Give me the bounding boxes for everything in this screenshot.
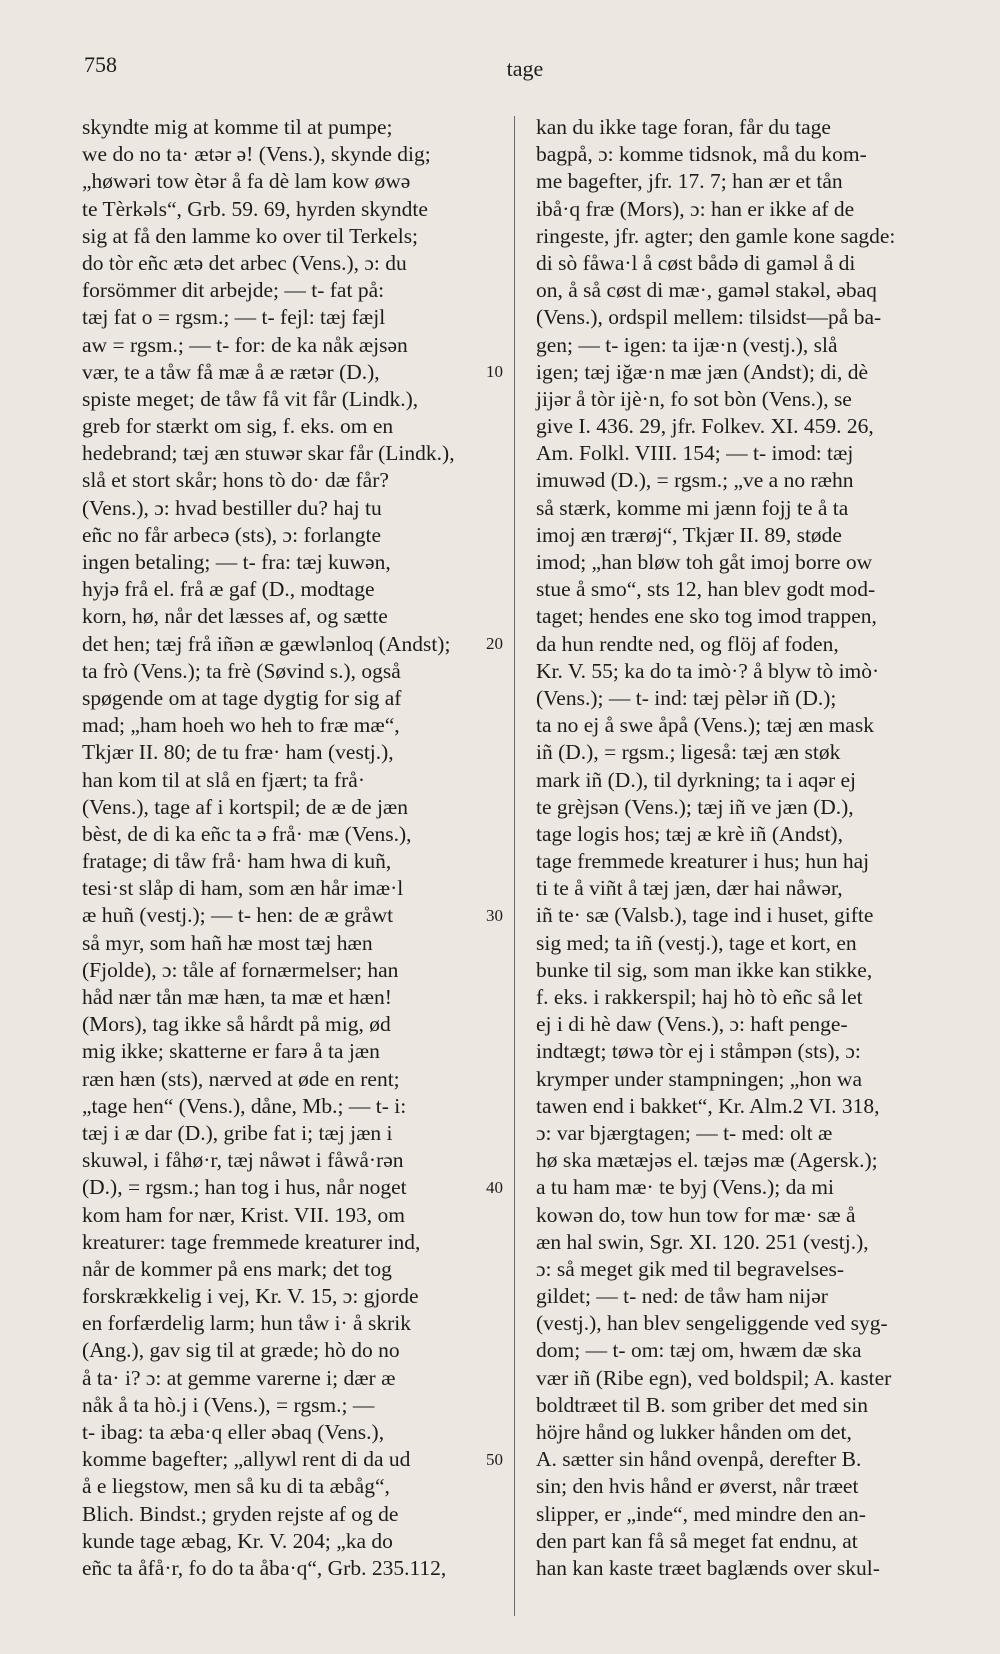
text-line: vær, te a tåw få mæ å æ rætər (D.), bbox=[82, 359, 380, 384]
text-line: Blich. Bindst.; gryden rejste af og de bbox=[82, 1501, 399, 1526]
text-line: ta no ej å swe åpå (Vens.); tæj æn mask bbox=[536, 713, 874, 738]
text-line: indtægt; tøwə tòr ej i ståmpən (sts), ɔ: bbox=[536, 1039, 861, 1064]
text-line: forskrækkelig i vej, Kr. V. 15, ɔ: gjorde bbox=[82, 1284, 419, 1309]
text-line: hyjə frå el. frå æ gaf (D., modtage bbox=[82, 577, 375, 602]
column-divider bbox=[514, 116, 515, 1616]
text-line: ɔ: så meget gik med til begravelses- bbox=[536, 1256, 845, 1281]
text-line: komme bagefter; „allywl rent di da ud bbox=[82, 1447, 411, 1472]
text-line: ɔ: var bjærgtagen; — t- med: olt æ bbox=[536, 1120, 833, 1145]
text-line: æn hal swin, Sgr. XI. 120. 251 (vestj.), bbox=[536, 1229, 869, 1254]
text-line: me bagefter, jfr. 17. 7; han ær et tån bbox=[536, 169, 843, 194]
text-line: gildet; — t- ned: de tåw ham nijər bbox=[536, 1284, 828, 1309]
text-line: mig ikke; skatterne er farə å ta jæn bbox=[82, 1039, 380, 1064]
text-line: stue å smo“, sts 12, han blev godt mod- bbox=[536, 577, 876, 602]
text-line: t- ibag: ta æba·q eller əbaq (Vens.), bbox=[82, 1420, 385, 1444]
text-line: tesi·st slåp di ham, som æn hår imæ·l bbox=[82, 876, 404, 901]
text-line: bunke til sig, som man ikke kan stikke, bbox=[536, 957, 873, 982]
text-line: æ huñ (vestj.); — t- hen: de æ gråwt bbox=[82, 903, 394, 928]
text-line: ta frò (Vens.); ta frè (Søvind s.), også bbox=[82, 658, 401, 683]
text-line: bagpå, ɔ: komme tidsnok, må du kom- bbox=[536, 142, 867, 167]
text-line: imuwəd (D.), = rgsm.; „ve a no ræhn bbox=[536, 468, 854, 493]
text-line: imod; „han bløw toh gåt imoj borre ow bbox=[536, 550, 873, 574]
text-line: (Ang.), gav sig til at græde; hò do no bbox=[82, 1338, 400, 1363]
text-line: eñc no får arbecə (sts), ɔ: forlangte bbox=[82, 522, 382, 547]
text-line: så myr, som hañ hæ most tæj hæn bbox=[82, 930, 373, 955]
text-line: kunde tage æbag, Kr. V. 204; „ka do bbox=[82, 1528, 393, 1553]
text-line: a tu ham mæ· te byj (Vens.); da mi bbox=[536, 1175, 834, 1200]
text-line: spøgende om at tage dygtig for sig af bbox=[82, 685, 402, 710]
text-line: (D.), = rgsm.; han tog i hus, når noget bbox=[82, 1175, 407, 1200]
text-line: bèst, de di ka eñc ta ə frå· mæ (Vens.), bbox=[82, 821, 412, 846]
text-line: jijər å tòr ijè·n, fo sot bòn (Vens.), se bbox=[536, 386, 852, 411]
text-line: hedebrand; tæj æn stuwər skar får (Lindk.), bbox=[82, 441, 455, 466]
text-line: ringeste, jfr. agter; den gamle kone sagde: bbox=[536, 223, 896, 248]
text-line: tæj i æ dar (D.), gribe fat i; tæj jæn i bbox=[82, 1120, 393, 1145]
text-line: (Vens.), ɔ: hvad bestiller du? haj tu bbox=[82, 495, 382, 520]
text-line: give I. 436. 29, jfr. Folkev. XI. 459. 26, bbox=[536, 414, 874, 439]
text-line: imoj æn trærøj“, Tkjær II. 89, støde bbox=[536, 522, 842, 547]
text-line: iñ te· sæ (Valsb.), tage ind i huset, gifte bbox=[536, 903, 874, 928]
text-line: iñ (D.), = rgsm.; ligeså: tæj æn støk bbox=[536, 740, 841, 765]
text-line: vær iñ (Ribe egn), ved boldspil; A. kaster bbox=[536, 1365, 892, 1390]
text-line: Kr. V. 55; ka do ta imò·? å blyw tò imò· bbox=[536, 658, 880, 683]
right-column bbox=[536, 114, 956, 1582]
line-number: 40 bbox=[486, 1178, 503, 1197]
text-line: „tage hen“ (Vens.), dåne, Mb.; — t- i: bbox=[82, 1093, 407, 1118]
running-head: tage bbox=[506, 56, 544, 81]
text-line: det hen; tæj frå iñən æ gæwlənloq (Andst); bbox=[82, 631, 451, 656]
text-line: spiste meget; de tåw få vit får (Lindk.), bbox=[82, 386, 419, 411]
text-line: ibå·q fræ (Mors), ɔ: han er ikke af de bbox=[536, 196, 855, 221]
text-line: da hun rendte ned, og flöj af foden, bbox=[536, 631, 839, 656]
text-line: ej i di hè daw (Vens.), ɔ: haft penge- bbox=[536, 1012, 848, 1037]
text-line: tage fremmede kreaturer i hus; hun haj bbox=[536, 849, 870, 874]
text-line: sig med; ta iñ (vestj.), tage et kort, en bbox=[536, 930, 857, 955]
text-line: den part kan få så meget fat endnu, at bbox=[536, 1528, 858, 1553]
text-line: Tkjær II. 80; de tu fræ· ham (vestj.), bbox=[82, 740, 394, 765]
text-line: kowən do, tow hun tow for mæ· sæ å bbox=[536, 1202, 856, 1227]
text-line: tæj fat o = rgsm.; — t- fejl: tæj fæjl bbox=[82, 305, 386, 330]
line-number: 30 bbox=[486, 906, 503, 925]
text-line: ingen betaling; — t- fra: tæj kuwən, bbox=[82, 550, 391, 574]
text-line: slipper, er „inde“, med mindre den an- bbox=[536, 1501, 866, 1526]
text-line: mark iñ (D.), til dyrkning; ta i aqər ej bbox=[536, 767, 857, 792]
text-line: sig at få den lamme ko over til Terkels; bbox=[82, 223, 419, 248]
text-line: han kom til at slå en fjært; ta frå· bbox=[82, 767, 365, 792]
text-line: (Mors), tag ikke så hårdt på mig, ød bbox=[82, 1012, 391, 1037]
text-line: gen; — t- igen: ta ijæ·n (vestj.), slå bbox=[536, 332, 838, 357]
text-line: skyndte mig at komme til at pumpe; bbox=[82, 115, 393, 139]
text-line: tawen end i bakket“, Kr. Alm.2 VI. 318, bbox=[536, 1093, 880, 1118]
text-line: boldtræet til B. som griber det med sin bbox=[536, 1392, 869, 1417]
text-line: on, å så cøst di mæ·, gaməl stakəl, əbaq bbox=[536, 278, 877, 303]
text-line: sin; den hvis hånd er øverst, når træet bbox=[536, 1474, 859, 1499]
text-line: tage logis hos; tæj æ krè iñ (Andst), bbox=[536, 821, 843, 846]
text-line: (vestj.), han blev sengeliggende ved syg- bbox=[536, 1311, 888, 1336]
text-line: do tòr eñc ætə det arbec (Vens.), ɔ: du bbox=[82, 250, 407, 275]
line-number: 20 bbox=[486, 634, 503, 653]
text-line: skuwəl, i fåhø·r, tæj nåwət i fåwå·rən bbox=[82, 1148, 404, 1173]
text-line: korn, hø, når det læsses af, og sætte bbox=[82, 604, 388, 629]
text-line: krymper under stampningen; „hon wa bbox=[536, 1066, 862, 1091]
text-line: en forfærdelig larm; hun tåw i· å skrik bbox=[82, 1311, 411, 1336]
text-line: fratage; di tåw frå· ham hwa di kuñ, bbox=[82, 849, 392, 874]
text-line: nåk å ta hò.j i (Vens.), = rgsm.; — bbox=[82, 1392, 375, 1417]
text-line: han kan kaste træet baglænds over skul- bbox=[536, 1555, 880, 1580]
text-line: slå et stort skår; hons tò do· dæ får? bbox=[82, 468, 389, 493]
text-line: te Tèrkəls“, Grb. 59. 69, hyrden skyndte bbox=[82, 196, 428, 221]
text-line: kan du ikke tage foran, får du tage bbox=[536, 115, 831, 139]
text-line: (Fjolde), ɔ: tåle af fornærmelser; han bbox=[82, 957, 399, 982]
text-line: forsömmer dit arbejde; — t- fat på: bbox=[82, 278, 385, 303]
text-line: aw = rgsm.; — t- for: de ka nåk æjsən bbox=[82, 332, 408, 357]
left-column bbox=[82, 114, 502, 1582]
text-line: håd nær tån mæ hæn, ta mæ et hæn! bbox=[82, 985, 392, 1009]
text-line: kom ham for nær, Krist. VII. 193, om bbox=[82, 1202, 406, 1227]
text-line: di sò fåwa·l å cøst bådə di gaməl å di bbox=[536, 250, 856, 275]
text-line: kreaturer: tage fremmede kreaturer ind, bbox=[82, 1229, 421, 1254]
text-line: når de kommer på ens mark; det tog bbox=[82, 1256, 392, 1281]
text-line: (Vens.), tage af i kortspil; de æ de jæn bbox=[82, 794, 409, 819]
text-line: (Vens.), ordspil mellem: tilsidst—på ba- bbox=[536, 305, 882, 330]
text-line: taget; hendes ene sko tog imod trappen, bbox=[536, 604, 877, 629]
line-number: 50 bbox=[486, 1450, 503, 1469]
text-line: så stærk, komme mi jænn fojj te å ta bbox=[536, 495, 849, 520]
text-line: „høwəri tow ètər å fa dè lam kow øwə bbox=[82, 169, 411, 194]
line-number: 10 bbox=[486, 362, 503, 381]
text-line: we do no ta· ætər ə! (Vens.), skynde dig; bbox=[82, 142, 431, 167]
text-line: te grèjsən (Vens.); tæj iñ ve jæn (D.), bbox=[536, 794, 854, 819]
text-line: f. eks. i rakkerspil; haj hò tò eñc så let bbox=[536, 985, 863, 1009]
text-line: eñc ta åfå·r, fo do ta åba·q“, Grb. 235.112, bbox=[82, 1555, 447, 1580]
text-line: greb for stærkt om sig, f. eks. om en bbox=[82, 414, 394, 439]
text-line: ræn hæn (sts), nærved at øde en rent; bbox=[82, 1066, 400, 1091]
text-line: mad; „ham hoeh wo heh to fræ mæ“, bbox=[82, 713, 400, 738]
text-line: höjre hånd og lukker hånden om det, bbox=[536, 1420, 852, 1444]
text-line: A. sætter sin hånd ovenpå, derefter B. bbox=[536, 1447, 862, 1472]
text-line: igen; tæj iğæ·n mæ jæn (Andst); di, dè bbox=[536, 359, 869, 384]
text-line: hø ska mætæjəs el. tæjəs mæ (Agersk.); bbox=[536, 1148, 878, 1173]
text-line: å e liegstow, men så ku di ta æbåg“, bbox=[82, 1474, 390, 1499]
page-number: 758 bbox=[84, 52, 117, 77]
text-line: dom; — t- om: tæj om, hwæm dæ ska bbox=[536, 1338, 862, 1363]
text-line: (Vens.); — t- ind: tæj pèlər iñ (D.); bbox=[536, 685, 837, 710]
text-line: å ta· i? ɔ: at gemme varerne i; dær æ bbox=[82, 1365, 396, 1390]
text-line: ti te å viñt å tæj jæn, dær hai nåwər, bbox=[536, 876, 843, 901]
text-line: Am. Folkl. VIII. 154; — t- imod: tæj bbox=[536, 441, 854, 466]
